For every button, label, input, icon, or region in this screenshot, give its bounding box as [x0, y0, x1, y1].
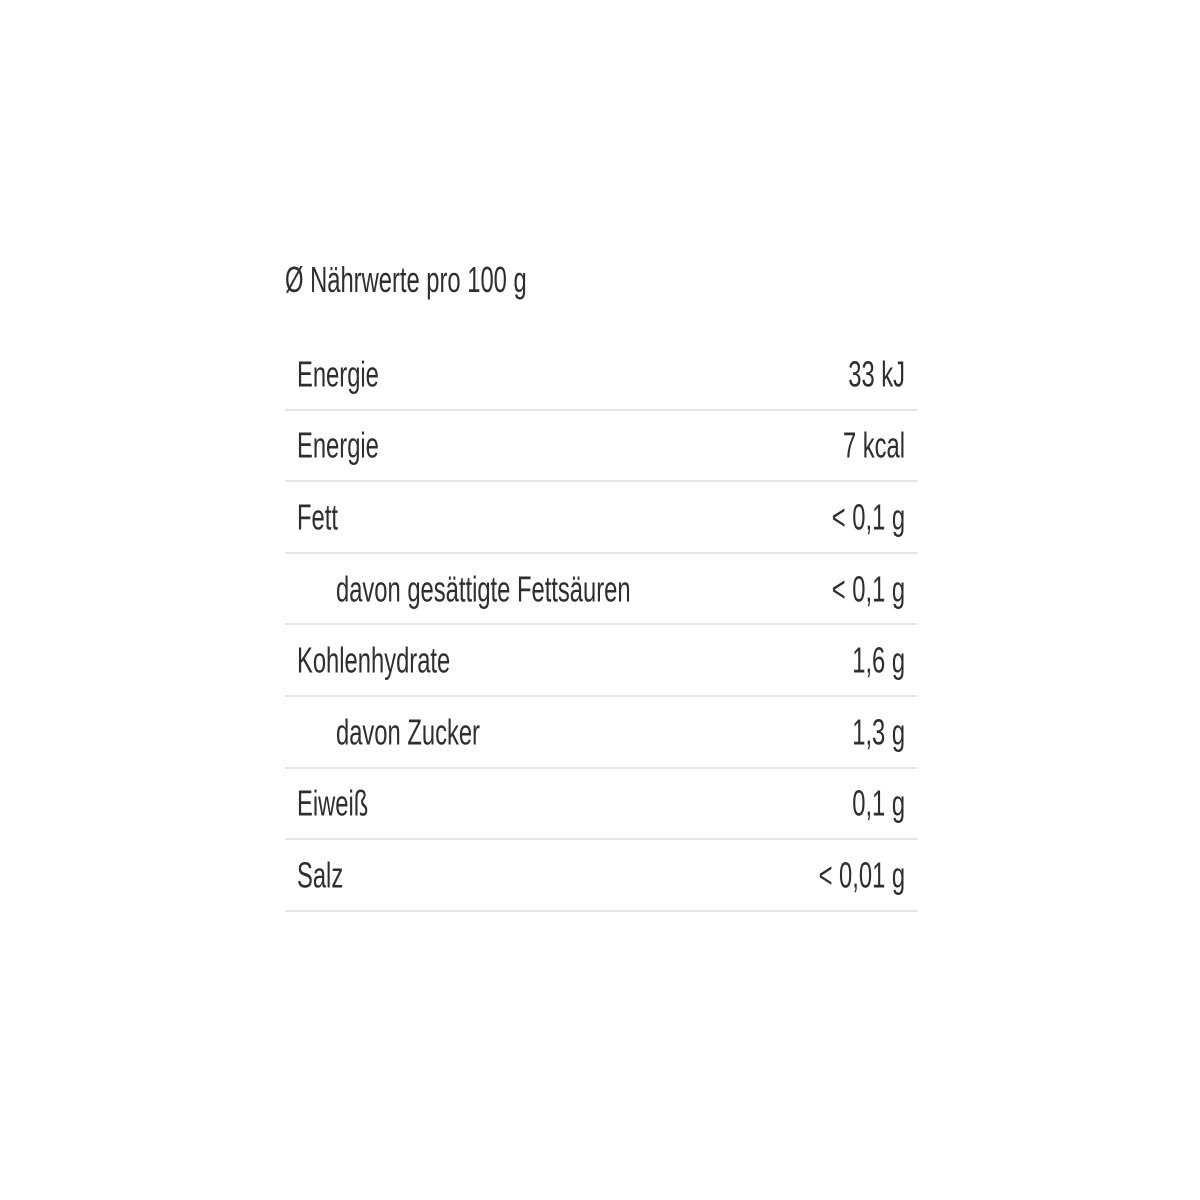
nutrient-label: Fett	[297, 496, 338, 538]
nutrient-value: 33 kJ	[848, 353, 905, 395]
nutrient-value: 7 kcal	[842, 424, 905, 466]
nutrient-value: < 0,1 g	[831, 567, 905, 609]
nutrient-value: 1,3 g	[852, 711, 905, 753]
nutrition-table-row	[285, 339, 917, 411]
nutrient-label: davon Zucker	[336, 711, 480, 753]
nutrient-label: davon gesättigte Fettsäuren	[336, 567, 631, 609]
nutrient-label: Energie	[297, 424, 379, 466]
nutrition-table	[285, 339, 917, 912]
nutrient-label: Salz	[297, 854, 344, 896]
nutrient-label: Kohlenhydrate	[297, 639, 451, 681]
nutrition-title: Ø Nährwerte pro 100 g	[285, 259, 527, 300]
nutrition-table-row	[285, 411, 917, 483]
nutrient-value: 0,1 g	[852, 782, 905, 824]
nutrition-table-row	[285, 697, 917, 769]
nutrient-value: < 0,1 g	[831, 496, 905, 538]
nutrition-table-row	[285, 840, 917, 912]
nutrient-value: 1,6 g	[852, 639, 905, 681]
nutrition-facts-section	[285, 256, 917, 912]
nutrition-table-row	[285, 769, 917, 841]
nutrition-table-row	[285, 482, 917, 554]
nutrient-label: Eiweiß	[297, 782, 369, 824]
nutrient-value: < 0,01 g	[818, 854, 905, 896]
nutrient-label: Energie	[297, 353, 379, 395]
nutrition-table-row	[285, 554, 917, 626]
nutrition-table-row	[285, 625, 917, 697]
